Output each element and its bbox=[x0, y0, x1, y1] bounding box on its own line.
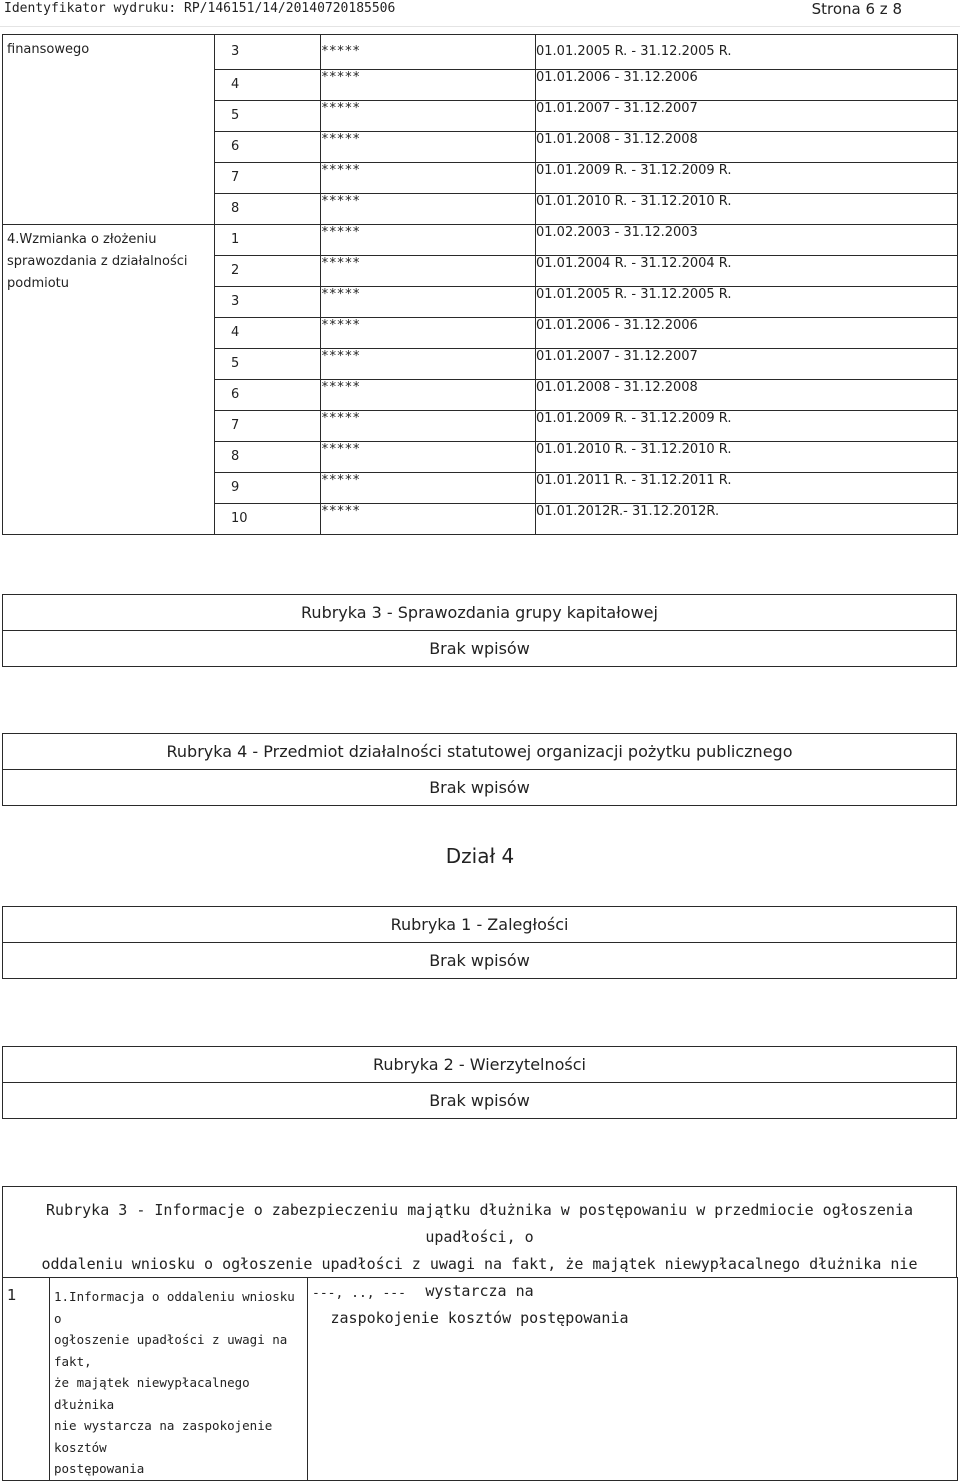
rubryka-2-body: Brak wpisów bbox=[429, 1091, 530, 1110]
row-value: ***** bbox=[321, 318, 536, 349]
row-number: 4 bbox=[215, 70, 321, 101]
description-line: postępowania bbox=[54, 1461, 145, 1476]
rubryka-1-body: Brak wpisów bbox=[429, 951, 530, 970]
row-period: 01.01.2007 - 31.12.2007 bbox=[536, 101, 958, 132]
row-number: 2 bbox=[215, 256, 321, 287]
row-number: 1 bbox=[3, 1278, 50, 1481]
row-number: 6 bbox=[215, 380, 321, 411]
rubryka-1-title: Rubryka 1 - Zaległości bbox=[3, 907, 956, 943]
rubryka-3-info-title-line: zaspokojenie kosztów postępowania bbox=[330, 1309, 629, 1327]
table-row bbox=[3, 225, 958, 256]
row-period: 01.01.2004 R. - 31.12.2004 R. bbox=[536, 256, 958, 287]
print-header bbox=[0, 0, 960, 27]
row-value: ---, .., --- bbox=[308, 1278, 958, 1481]
row-value: ***** bbox=[321, 473, 536, 504]
page-number: Strona 6 z 8 bbox=[811, 0, 902, 18]
label-line: sprawozdania z działalności bbox=[7, 254, 188, 269]
rubryka-2-title: Rubryka 2 - Wierzytelności bbox=[3, 1047, 956, 1083]
row-group-label bbox=[3, 35, 215, 225]
rubryka-3-grupy-box bbox=[2, 594, 957, 667]
row-value: ***** bbox=[321, 101, 536, 132]
row-period: 01.01.2005 R. - 31.12.2005 R. bbox=[536, 287, 958, 318]
row-number: 7 bbox=[215, 411, 321, 442]
report-entries-table bbox=[2, 34, 958, 535]
row-value: ***** bbox=[321, 411, 536, 442]
row-group-label bbox=[3, 225, 215, 535]
row-period: 01.01.2010 R. - 31.12.2010 R. bbox=[536, 442, 958, 473]
row-period: 01.01.2009 R. - 31.12.2009 R. bbox=[536, 411, 958, 442]
row-number: 8 bbox=[215, 442, 321, 473]
row-description bbox=[50, 1278, 308, 1481]
rubryka-3-info-table bbox=[2, 1277, 958, 1481]
row-value: ***** bbox=[321, 163, 536, 194]
row-period: 01.01.2007 - 31.12.2007 bbox=[536, 349, 958, 380]
row-number: 3 bbox=[215, 287, 321, 318]
description-line: nie wystarcza na zaspokojenie kosztów bbox=[54, 1418, 273, 1455]
rubryka-3-info-title-line: oddaleniu wniosku o ogłoszenie upadłości z uwagi na fakt, że majątek niewypłacalnego dłużnika nie wystarcza na bbox=[41, 1255, 918, 1300]
row-period: 01.01.2012R.- 31.12.2012R. bbox=[536, 504, 958, 535]
row-number: 10 bbox=[215, 504, 321, 535]
description-line: 1.Informacja o oddaleniu wniosku o bbox=[54, 1289, 295, 1326]
row-value: ***** bbox=[321, 287, 536, 318]
row-period: 01.02.2003 - 31.12.2003 bbox=[536, 225, 958, 256]
row-number: 8 bbox=[215, 194, 321, 225]
rubryka-3-info-title-line: Rubryka 3 - Informacje o zabezpieczeniu majątku dłużnika w postępowaniu w przedmiocie ogłoszenia upadłości, o bbox=[46, 1201, 913, 1246]
description-line: ogłoszenie upadłości z uwagi na fakt, bbox=[54, 1332, 288, 1369]
row-number: 5 bbox=[215, 349, 321, 380]
row-value: ***** bbox=[321, 256, 536, 287]
row-value: ***** bbox=[321, 70, 536, 101]
row-value: ***** bbox=[321, 194, 536, 225]
row-period: 01.01.2008 - 31.12.2008 bbox=[536, 380, 958, 411]
label-line: finansowego bbox=[7, 42, 90, 57]
label-line: podmiotu bbox=[7, 276, 70, 291]
report-entries-body bbox=[3, 35, 958, 535]
row-period: 01.01.2010 R. - 31.12.2010 R. bbox=[536, 194, 958, 225]
row-period: 01.01.2005 R. - 31.12.2005 R. bbox=[536, 35, 958, 70]
label-line: 4.Wzmianka o złożeniu bbox=[7, 232, 157, 247]
rubryka-3-grupy-title: Rubryka 3 - Sprawozdania grupy kapitałowej bbox=[3, 595, 956, 631]
row-period: 01.01.2006 - 31.12.2006 bbox=[536, 318, 958, 349]
row-value: ***** bbox=[321, 442, 536, 473]
row-number: 9 bbox=[215, 473, 321, 504]
row-value: ***** bbox=[321, 349, 536, 380]
print-identifier: Identyfikator wydruku: RP/146151/14/20140720185506 bbox=[4, 1, 396, 16]
row-number: 1 bbox=[215, 225, 321, 256]
row-number: 7 bbox=[215, 163, 321, 194]
row-value: ***** bbox=[321, 132, 536, 163]
rubryka-4-title: Rubryka 4 - Przedmiot działalności statutowej organizacji pożytku publicznego bbox=[3, 734, 956, 770]
row-period: 01.01.2011 R. - 31.12.2011 R. bbox=[536, 473, 958, 504]
table-row bbox=[3, 35, 958, 70]
row-period: 01.01.2008 - 31.12.2008 bbox=[536, 132, 958, 163]
rubryka-4-box bbox=[2, 733, 957, 806]
rubryka-3-grupy-body: Brak wpisów bbox=[429, 639, 530, 658]
description-line: że majątek niewypłacalnego dłużnika bbox=[54, 1375, 250, 1412]
row-number: 6 bbox=[215, 132, 321, 163]
row-value: ***** bbox=[321, 225, 536, 256]
row-value: ***** bbox=[321, 380, 536, 411]
rubryka-4-body: Brak wpisów bbox=[429, 778, 530, 797]
row-value: ***** bbox=[321, 35, 536, 70]
row-period: 01.01.2006 - 31.12.2006 bbox=[536, 70, 958, 101]
rubryka-2-box bbox=[2, 1046, 957, 1119]
rubryka-1-box bbox=[2, 906, 957, 979]
row-number: 5 bbox=[215, 101, 321, 132]
row-period: 01.01.2009 R. - 31.12.2009 R. bbox=[536, 163, 958, 194]
table-row bbox=[3, 1278, 958, 1481]
row-value: ***** bbox=[321, 504, 536, 535]
dzial-heading: Dział 4 bbox=[445, 844, 515, 868]
row-number: 4 bbox=[215, 318, 321, 349]
row-number: 3 bbox=[215, 35, 321, 70]
